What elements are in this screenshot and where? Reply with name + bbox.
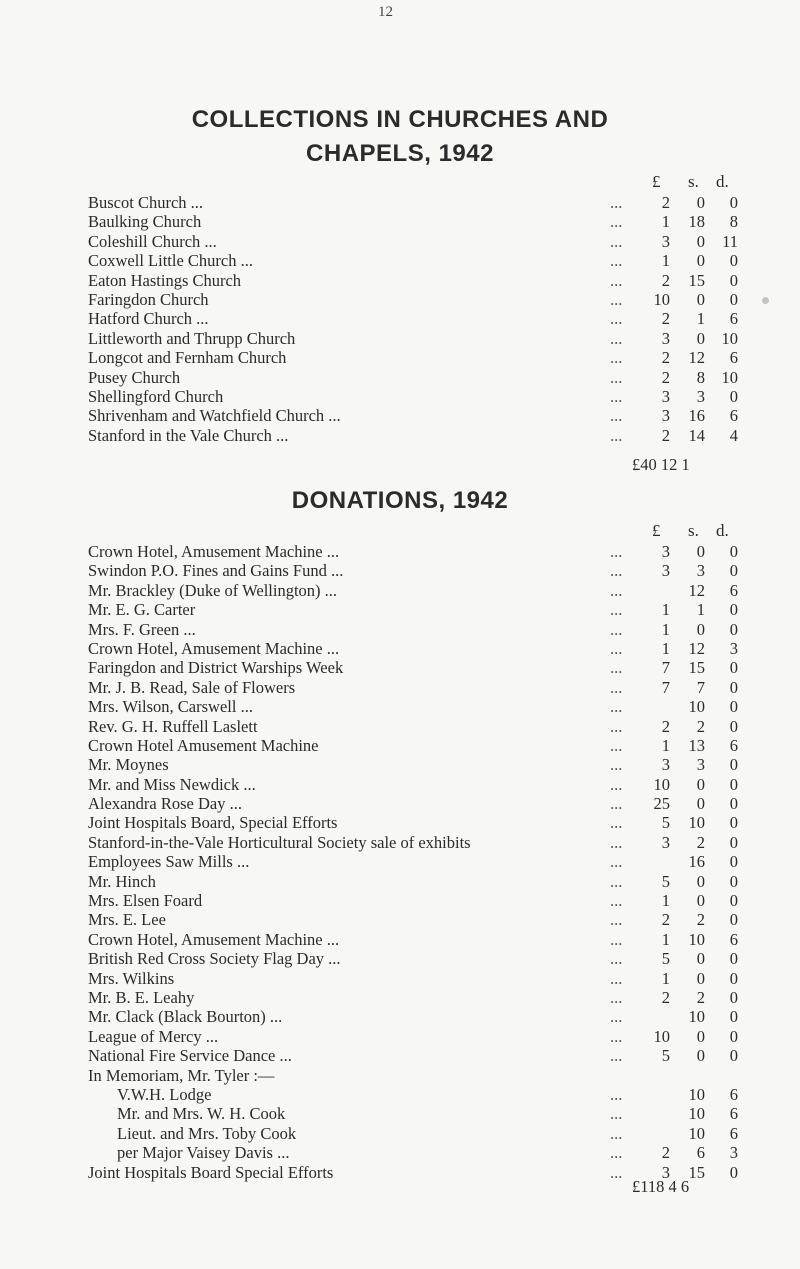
page-number: 12 bbox=[378, 4, 393, 20]
pence-cell: 0 bbox=[729, 794, 738, 814]
pence-cell: 0 bbox=[729, 813, 738, 833]
table-row bbox=[0, 1027, 800, 1046]
pence-cell: 11 bbox=[722, 231, 738, 251]
shillings-cell: 12 bbox=[688, 348, 705, 368]
pounds-cell: 2 bbox=[661, 367, 670, 387]
leader-dots: ... bbox=[610, 348, 623, 368]
row-label: Littleworth and Thrupp Church bbox=[88, 328, 296, 348]
table-row bbox=[0, 697, 800, 716]
leader-dots: ... bbox=[610, 270, 623, 290]
shillings-cell: 0 bbox=[696, 328, 705, 348]
shillings-cell: 15 bbox=[688, 658, 705, 678]
pence-cell: 4 bbox=[729, 425, 738, 445]
shillings-cell: 0 bbox=[696, 289, 705, 309]
pounds-cell: 2 bbox=[661, 193, 670, 212]
shillings-cell: 0 bbox=[696, 251, 705, 271]
leader-dots: ... bbox=[610, 251, 623, 271]
row-label: Mrs. Wilson, Carswell ... bbox=[88, 697, 253, 717]
leader-dots: ... bbox=[610, 193, 623, 212]
pence-cell: 0 bbox=[729, 1162, 738, 1182]
pounds-cell: 1 bbox=[661, 891, 670, 911]
pence-cell: 0 bbox=[729, 1026, 738, 1046]
shillings-cell: 2 bbox=[696, 910, 705, 930]
pence-cell: 0 bbox=[729, 891, 738, 911]
row-label: Longcot and Fernham Church bbox=[88, 348, 287, 368]
shillings-cell: 7 bbox=[696, 677, 705, 697]
shillings-cell: 12 bbox=[688, 638, 705, 658]
row-label: Mr. E. G. Carter bbox=[88, 600, 196, 620]
table-row bbox=[0, 1124, 800, 1143]
table-row bbox=[0, 852, 800, 871]
row-label: Rev. G. H. Ruffell Laslett bbox=[88, 716, 258, 736]
table-row bbox=[0, 600, 800, 619]
table-row bbox=[0, 620, 800, 639]
pence-cell: 6 bbox=[729, 735, 738, 755]
ink-smudge bbox=[762, 297, 769, 304]
pence-cell: 0 bbox=[729, 270, 738, 290]
table-row bbox=[0, 813, 800, 832]
row-label: Buscot Church ... bbox=[88, 193, 204, 212]
row-label: Coleshill Church ... bbox=[88, 231, 217, 251]
table-row bbox=[0, 368, 800, 387]
table-row bbox=[0, 872, 800, 891]
row-label: Baulking Church bbox=[88, 212, 202, 232]
pence-cell: 0 bbox=[729, 619, 738, 639]
pounds-cell: 3 bbox=[661, 1162, 670, 1182]
shillings-cell: 10 bbox=[688, 1084, 705, 1104]
shillings-cell: 0 bbox=[696, 619, 705, 639]
leader-dots: ... bbox=[610, 929, 623, 949]
pence-cell: 0 bbox=[729, 755, 738, 775]
shillings-cell: 0 bbox=[696, 871, 705, 891]
pence-cell: 0 bbox=[729, 716, 738, 736]
table-row bbox=[0, 775, 800, 794]
row-label: In Memoriam, Mr. Tyler :— bbox=[88, 1065, 275, 1085]
pence-cell: 0 bbox=[729, 987, 738, 1007]
pence-cell: 0 bbox=[729, 832, 738, 852]
row-label: Faringdon and District Warships Week bbox=[88, 658, 344, 678]
table-row bbox=[0, 1104, 800, 1123]
donations-table bbox=[0, 542, 800, 1182]
leader-dots: ... bbox=[610, 871, 623, 891]
collections-pounds-header: £ bbox=[652, 172, 661, 191]
row-label: Crown Hotel Amusement Machine bbox=[88, 735, 319, 755]
pounds-cell: 3 bbox=[661, 542, 670, 561]
row-label: Mr. Brackley (Duke of Wellington) ... bbox=[88, 580, 338, 600]
table-row bbox=[0, 717, 800, 736]
pence-cell: 0 bbox=[729, 193, 738, 212]
row-label: Faringdon Church bbox=[88, 289, 209, 309]
collections-table bbox=[0, 193, 800, 445]
row-label: Alexandra Rose Day ... bbox=[88, 794, 242, 814]
shillings-cell: 3 bbox=[696, 561, 705, 581]
shillings-cell: 12 bbox=[688, 580, 705, 600]
row-label: Coxwell Little Church ... bbox=[88, 251, 253, 271]
shillings-cell: 0 bbox=[696, 794, 705, 814]
pounds-cell: 5 bbox=[661, 871, 670, 891]
shillings-cell: 10 bbox=[688, 697, 705, 717]
row-label: Stanford in the Vale Church ... bbox=[88, 425, 289, 445]
table-row bbox=[0, 891, 800, 910]
leader-dots: ... bbox=[610, 794, 623, 814]
shillings-cell: 14 bbox=[688, 425, 705, 445]
pounds-cell: 10 bbox=[653, 1026, 670, 1046]
leader-dots: ... bbox=[610, 658, 623, 678]
pounds-cell: 5 bbox=[661, 1046, 670, 1066]
leader-dots: ... bbox=[610, 406, 623, 426]
shillings-cell: 0 bbox=[696, 542, 705, 561]
pounds-cell: 2 bbox=[661, 425, 670, 445]
shillings-cell: 10 bbox=[688, 929, 705, 949]
table-row bbox=[0, 1007, 800, 1026]
shillings-cell: 0 bbox=[696, 949, 705, 969]
collections-heading-line2: CHAPELS, 1942 bbox=[306, 140, 494, 167]
pounds-cell: 5 bbox=[661, 813, 670, 833]
table-row bbox=[0, 329, 800, 348]
leader-dots: ... bbox=[610, 1026, 623, 1046]
row-label: Shrivenham and Watchfield Church ... bbox=[88, 406, 341, 426]
shillings-cell: 10 bbox=[688, 1123, 705, 1143]
table-row bbox=[0, 736, 800, 755]
table-row bbox=[0, 271, 800, 290]
pence-cell: 0 bbox=[729, 949, 738, 969]
row-label: Mr. J. B. Read, Sale of Flowers bbox=[88, 677, 296, 697]
leader-dots: ... bbox=[610, 677, 623, 697]
pence-cell: 6 bbox=[729, 348, 738, 368]
leader-dots: ... bbox=[610, 425, 623, 445]
leader-dots: ... bbox=[610, 367, 623, 387]
pounds-cell: 2 bbox=[661, 716, 670, 736]
pence-cell: 8 bbox=[729, 212, 738, 232]
pence-cell: 0 bbox=[729, 386, 738, 406]
shillings-cell: 10 bbox=[688, 1104, 705, 1124]
row-label: Swindon P.O. Fines and Gains Fund ... bbox=[88, 561, 344, 581]
row-label: Crown Hotel, Amusement Machine ... bbox=[88, 929, 340, 949]
row-label: Pusey Church bbox=[88, 367, 181, 387]
pounds-cell: 3 bbox=[661, 231, 670, 251]
pounds-cell: 2 bbox=[661, 309, 670, 329]
shillings-cell: 15 bbox=[688, 1162, 705, 1182]
table-row bbox=[0, 387, 800, 406]
table-row bbox=[0, 348, 800, 367]
pence-cell: 6 bbox=[729, 580, 738, 600]
leader-dots: ... bbox=[610, 1104, 623, 1124]
leader-dots: ... bbox=[610, 231, 623, 251]
pounds-cell: 1 bbox=[661, 929, 670, 949]
row-label: V.W.H. Lodge bbox=[117, 1084, 212, 1104]
pence-cell: 6 bbox=[729, 1123, 738, 1143]
leader-dots: ... bbox=[610, 619, 623, 639]
pounds-cell: 1 bbox=[661, 638, 670, 658]
table-row bbox=[0, 755, 800, 774]
shillings-cell: 18 bbox=[688, 212, 705, 232]
shillings-cell: 0 bbox=[696, 968, 705, 988]
table-row bbox=[0, 1143, 800, 1162]
shillings-cell: 3 bbox=[696, 755, 705, 775]
row-label: Mr. and Miss Newdick ... bbox=[88, 774, 256, 794]
table-row bbox=[0, 930, 800, 949]
pounds-cell: 1 bbox=[661, 212, 670, 232]
shillings-cell: 2 bbox=[696, 716, 705, 736]
shillings-cell: 1 bbox=[696, 600, 705, 620]
pence-cell: 6 bbox=[729, 1084, 738, 1104]
pence-cell: 6 bbox=[729, 406, 738, 426]
table-row bbox=[0, 833, 800, 852]
pence-cell: 0 bbox=[729, 542, 738, 561]
row-label: Mr. and Mrs. W. H. Cook bbox=[117, 1104, 286, 1124]
leader-dots: ... bbox=[610, 968, 623, 988]
pence-cell: 10 bbox=[721, 367, 738, 387]
leader-dots: ... bbox=[610, 638, 623, 658]
leader-dots: ... bbox=[610, 328, 623, 348]
leader-dots: ... bbox=[610, 697, 623, 717]
pence-cell: 0 bbox=[729, 677, 738, 697]
row-label: Lieut. and Mrs. Toby Cook bbox=[117, 1123, 297, 1143]
pounds-cell: 3 bbox=[661, 561, 670, 581]
leader-dots: ... bbox=[610, 580, 623, 600]
table-row bbox=[0, 1046, 800, 1065]
row-label: Stanford-in-the-Vale Horticultural Society sale of exhibits bbox=[88, 832, 471, 852]
row-label: Hatford Church ... bbox=[88, 309, 209, 329]
pounds-cell: 1 bbox=[661, 251, 670, 271]
pence-cell: 10 bbox=[721, 328, 738, 348]
shillings-cell: 0 bbox=[696, 231, 705, 251]
collections-pence-header: d. bbox=[716, 172, 729, 191]
table-row bbox=[0, 678, 800, 697]
shillings-cell: 2 bbox=[696, 832, 705, 852]
table-row bbox=[0, 794, 800, 813]
table-row bbox=[0, 212, 800, 231]
leader-dots: ... bbox=[610, 987, 623, 1007]
row-label: per Major Vaisey Davis ... bbox=[117, 1143, 290, 1163]
pence-cell: 0 bbox=[729, 1007, 738, 1027]
pounds-cell: 2 bbox=[661, 348, 670, 368]
shillings-cell: 1 bbox=[696, 309, 705, 329]
table-row bbox=[0, 658, 800, 677]
row-label: Employees Saw Mills ... bbox=[88, 852, 250, 872]
row-label: Joint Hospitals Board, Special Efforts bbox=[88, 813, 338, 833]
shillings-cell: 13 bbox=[688, 735, 705, 755]
pence-cell: 0 bbox=[729, 251, 738, 271]
shillings-cell: 15 bbox=[688, 270, 705, 290]
pence-cell: 0 bbox=[729, 852, 738, 872]
row-label: Shellingford Church bbox=[88, 386, 224, 406]
leader-dots: ... bbox=[610, 1123, 623, 1143]
pounds-cell: 5 bbox=[661, 949, 670, 969]
donations-total: £118 4 6 bbox=[632, 1177, 690, 1196]
row-label: National Fire Service Dance ... bbox=[88, 1046, 292, 1066]
shillings-cell: 0 bbox=[696, 1046, 705, 1066]
pence-cell: 0 bbox=[729, 561, 738, 581]
row-label: Eaton Hastings Church bbox=[88, 270, 242, 290]
table-row bbox=[0, 988, 800, 1007]
leader-dots: ... bbox=[610, 1007, 623, 1027]
pounds-cell: 2 bbox=[661, 270, 670, 290]
row-label: Mrs. Elsen Foard bbox=[88, 891, 203, 911]
shillings-cell: 8 bbox=[696, 367, 705, 387]
pounds-cell: 3 bbox=[661, 406, 670, 426]
pounds-cell: 3 bbox=[661, 755, 670, 775]
table-row bbox=[0, 542, 800, 561]
table-row bbox=[0, 969, 800, 988]
pounds-cell: 3 bbox=[661, 832, 670, 852]
pence-cell: 0 bbox=[729, 871, 738, 891]
leader-dots: ... bbox=[610, 774, 623, 794]
pence-cell: 0 bbox=[729, 658, 738, 678]
row-label: Mrs. F. Green ... bbox=[88, 619, 196, 639]
leader-dots: ... bbox=[610, 716, 623, 736]
table-row bbox=[0, 232, 800, 251]
leader-dots: ... bbox=[610, 813, 623, 833]
table-row bbox=[0, 290, 800, 309]
shillings-cell: 10 bbox=[688, 1007, 705, 1027]
leader-dots: ... bbox=[610, 1162, 623, 1182]
pounds-cell: 1 bbox=[661, 619, 670, 639]
pounds-cell: 1 bbox=[661, 968, 670, 988]
pounds-cell: 3 bbox=[661, 328, 670, 348]
pence-cell: 3 bbox=[729, 1143, 738, 1163]
pounds-cell: 1 bbox=[661, 735, 670, 755]
leader-dots: ... bbox=[610, 755, 623, 775]
pounds-cell: 2 bbox=[661, 910, 670, 930]
leader-dots: ... bbox=[610, 852, 623, 872]
pence-cell: 6 bbox=[729, 929, 738, 949]
pounds-cell: 10 bbox=[653, 289, 670, 309]
donations-shillings-header: s. bbox=[688, 521, 699, 540]
shillings-cell: 0 bbox=[696, 1026, 705, 1046]
pence-cell: 0 bbox=[729, 697, 738, 717]
leader-dots: ... bbox=[610, 1084, 623, 1104]
leader-dots: ... bbox=[610, 289, 623, 309]
leader-dots: ... bbox=[610, 910, 623, 930]
row-label: Crown Hotel, Amusement Machine ... bbox=[88, 638, 340, 658]
row-label: Mrs. E. Lee bbox=[88, 910, 166, 930]
leader-dots: ... bbox=[610, 949, 623, 969]
table-row bbox=[0, 581, 800, 600]
pence-cell: 6 bbox=[729, 1104, 738, 1124]
shillings-cell: 0 bbox=[696, 774, 705, 794]
pounds-cell: 2 bbox=[661, 987, 670, 1007]
pence-cell: 6 bbox=[729, 309, 738, 329]
pence-cell: 0 bbox=[729, 774, 738, 794]
table-row bbox=[0, 309, 800, 328]
shillings-cell: 2 bbox=[696, 987, 705, 1007]
row-label: Mr. Clack (Black Bourton) ... bbox=[88, 1007, 283, 1027]
leader-dots: ... bbox=[610, 212, 623, 232]
table-row bbox=[0, 426, 800, 445]
leader-dots: ... bbox=[610, 891, 623, 911]
pounds-cell: 3 bbox=[661, 386, 670, 406]
table-row bbox=[0, 251, 800, 270]
table-row bbox=[0, 949, 800, 968]
shillings-cell: 16 bbox=[688, 406, 705, 426]
leader-dots: ... bbox=[610, 386, 623, 406]
row-label: Mr. Moynes bbox=[88, 755, 169, 775]
collections-heading-line1: COLLECTIONS IN CHURCHES AND bbox=[191, 106, 609, 133]
shillings-cell: 0 bbox=[696, 891, 705, 911]
table-row bbox=[0, 193, 800, 212]
shillings-cell: 3 bbox=[696, 386, 705, 406]
shillings-cell: 0 bbox=[696, 193, 705, 212]
collections-shillings-header: s. bbox=[688, 172, 699, 191]
row-label: British Red Cross Society Flag Day ... bbox=[88, 949, 341, 969]
pounds-cell: 7 bbox=[661, 658, 670, 678]
row-label: Mrs. Wilkins bbox=[88, 968, 175, 988]
pence-cell: 0 bbox=[729, 289, 738, 309]
pence-cell: 0 bbox=[729, 1046, 738, 1066]
table-row bbox=[0, 910, 800, 929]
leader-dots: ... bbox=[610, 542, 623, 561]
pence-cell: 0 bbox=[729, 910, 738, 930]
pounds-cell: 1 bbox=[661, 600, 670, 620]
table-row bbox=[0, 406, 800, 425]
donations-pence-header: d. bbox=[716, 521, 729, 540]
leader-dots: ... bbox=[610, 735, 623, 755]
leader-dots: ... bbox=[610, 1143, 623, 1163]
pence-cell: 0 bbox=[729, 968, 738, 988]
table-row bbox=[0, 1066, 800, 1085]
donations-pounds-header: £ bbox=[652, 521, 661, 540]
shillings-cell: 6 bbox=[696, 1143, 705, 1163]
leader-dots: ... bbox=[610, 832, 623, 852]
row-label: Crown Hotel, Amusement Machine ... bbox=[88, 542, 340, 561]
table-row bbox=[0, 561, 800, 580]
donations-heading: DONATIONS, 1942 bbox=[291, 487, 509, 514]
table-row bbox=[0, 1085, 800, 1104]
pounds-cell: 10 bbox=[653, 774, 670, 794]
row-label: Joint Hospitals Board Special Efforts bbox=[88, 1162, 334, 1182]
pounds-cell: 2 bbox=[661, 1143, 670, 1163]
leader-dots: ... bbox=[610, 561, 623, 581]
pounds-cell: 25 bbox=[653, 794, 670, 814]
shillings-cell: 16 bbox=[688, 852, 705, 872]
pence-cell: 3 bbox=[729, 638, 738, 658]
collections-total: £40 12 1 bbox=[632, 455, 690, 474]
row-label: Mr. B. E. Leahy bbox=[88, 987, 195, 1007]
pounds-cell: 7 bbox=[661, 677, 670, 697]
row-label: League of Mercy ... bbox=[88, 1026, 219, 1046]
leader-dots: ... bbox=[610, 600, 623, 620]
shillings-cell: 10 bbox=[688, 813, 705, 833]
row-label: Mr. Hinch bbox=[88, 871, 156, 891]
leader-dots: ... bbox=[610, 1046, 623, 1066]
leader-dots: ... bbox=[610, 309, 623, 329]
table-row bbox=[0, 639, 800, 658]
pence-cell: 0 bbox=[729, 600, 738, 620]
